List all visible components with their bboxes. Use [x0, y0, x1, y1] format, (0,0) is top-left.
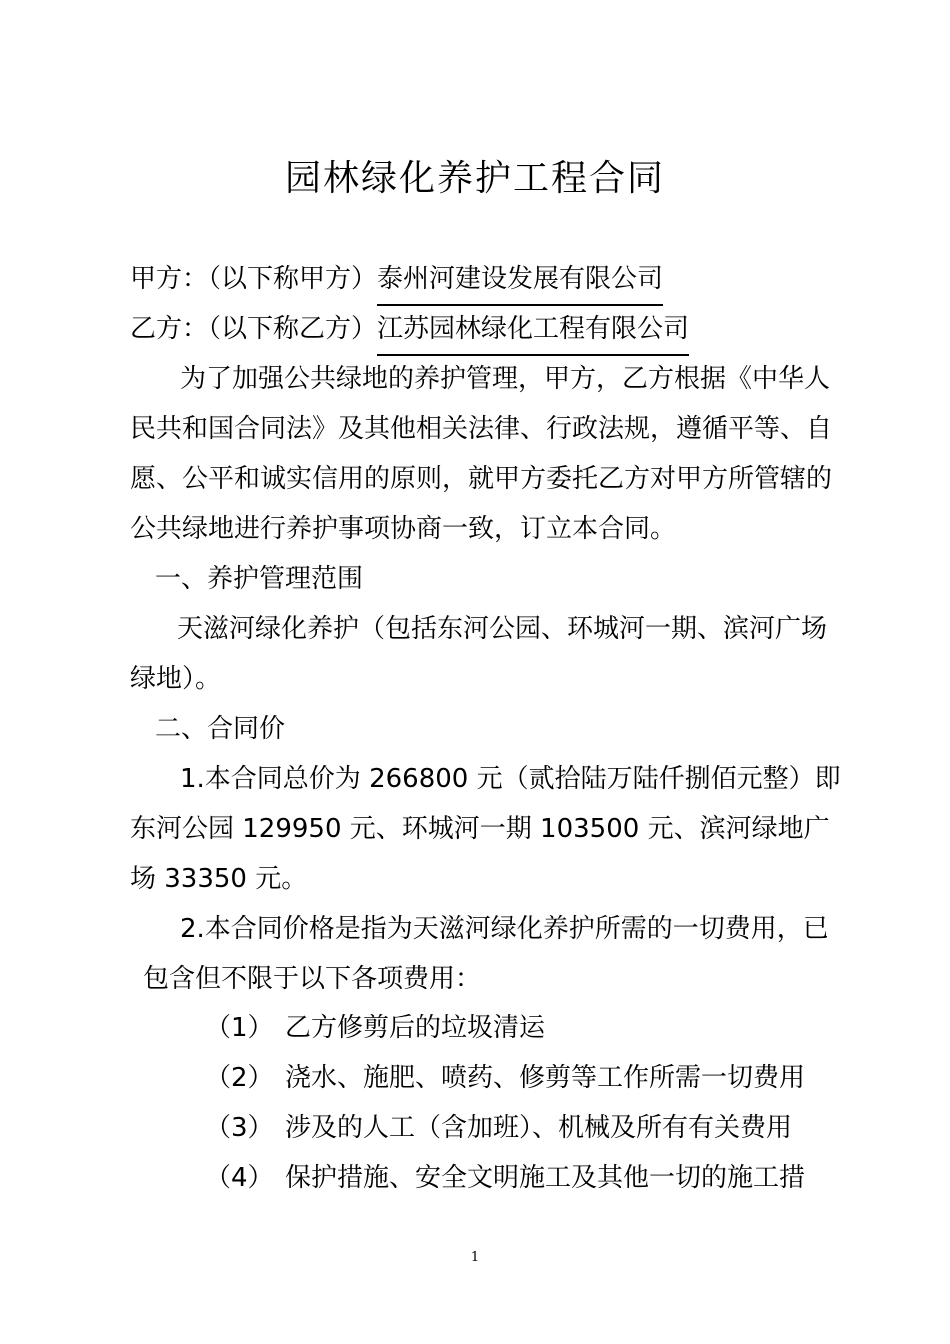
list-item [205, 1161, 805, 1195]
list-item-number: （2） [205, 1063, 274, 1093]
list-item [205, 1111, 792, 1145]
list-item-number: （3） [205, 1113, 274, 1143]
clause-text: 2.本合同价格是指为天滋河绿化养护所需的一切费用，已 [180, 914, 829, 944]
list-item-number: （1） [205, 1013, 274, 1043]
list-item-number: （4） [205, 1163, 274, 1193]
intro-line: 为了加强公共绿地的养护管理，甲方，乙方根据《中华人 [180, 364, 831, 394]
intro-line: 公共绿地进行养护事项协商一致，订立本合同。 [130, 514, 677, 544]
party-b-label: 乙方：（以下称乙方） [130, 314, 378, 344]
clause-text: 1.本合同总价为 266800 元（贰拾陆万陆仟捌佰元整）即 [180, 764, 841, 794]
page-number: 1 [470, 1250, 480, 1265]
intro-line: 愿、公平和诚实信用的原则，就甲方委托乙方对甲方所管辖的 [130, 464, 833, 494]
clause-text: 东河公园 129950 元、环城河一期 103500 元、滨河绿地广 [130, 814, 830, 844]
section-heading: 二、合同价 [155, 714, 286, 744]
list-item [205, 1011, 545, 1045]
section-heading: 一、养护管理范围 [155, 564, 364, 594]
party-a-name: 泰州河建设发展有限公司 [377, 262, 663, 306]
page-title: 园林绿化养护工程合同 [284, 158, 665, 199]
party-b-line [130, 312, 689, 356]
intro-line: 民共和国合同法》及其他相关法律、行政法规，遵循平等、自 [130, 414, 833, 444]
party-a-line [130, 262, 663, 306]
list-item-text: 乙方修剪后的垃圾清运 [285, 1013, 546, 1043]
clause-text: 场 33350 元。 [130, 864, 308, 894]
clause-text: 包含但不限于以下各项费用： [143, 964, 482, 994]
section-text: 绿地）。 [130, 664, 222, 694]
list-item-text: 涉及的人工（含加班）、机械及所有有关费用 [285, 1113, 793, 1143]
party-a-label: 甲方：（以下称甲方） [130, 264, 378, 294]
list-item-text: 浇水、施肥、喷药、修剪等工作所需一切费用 [285, 1063, 806, 1093]
party-b-name: 江苏园林绿化工程有限公司 [377, 312, 689, 356]
section-text: 天滋河绿化养护（包括东河公园、环城河一期、滨河广场 [177, 614, 828, 644]
list-item-text: 保护措施、安全文明施工及其他一切的施工措 [285, 1163, 806, 1193]
list-item [205, 1061, 805, 1095]
